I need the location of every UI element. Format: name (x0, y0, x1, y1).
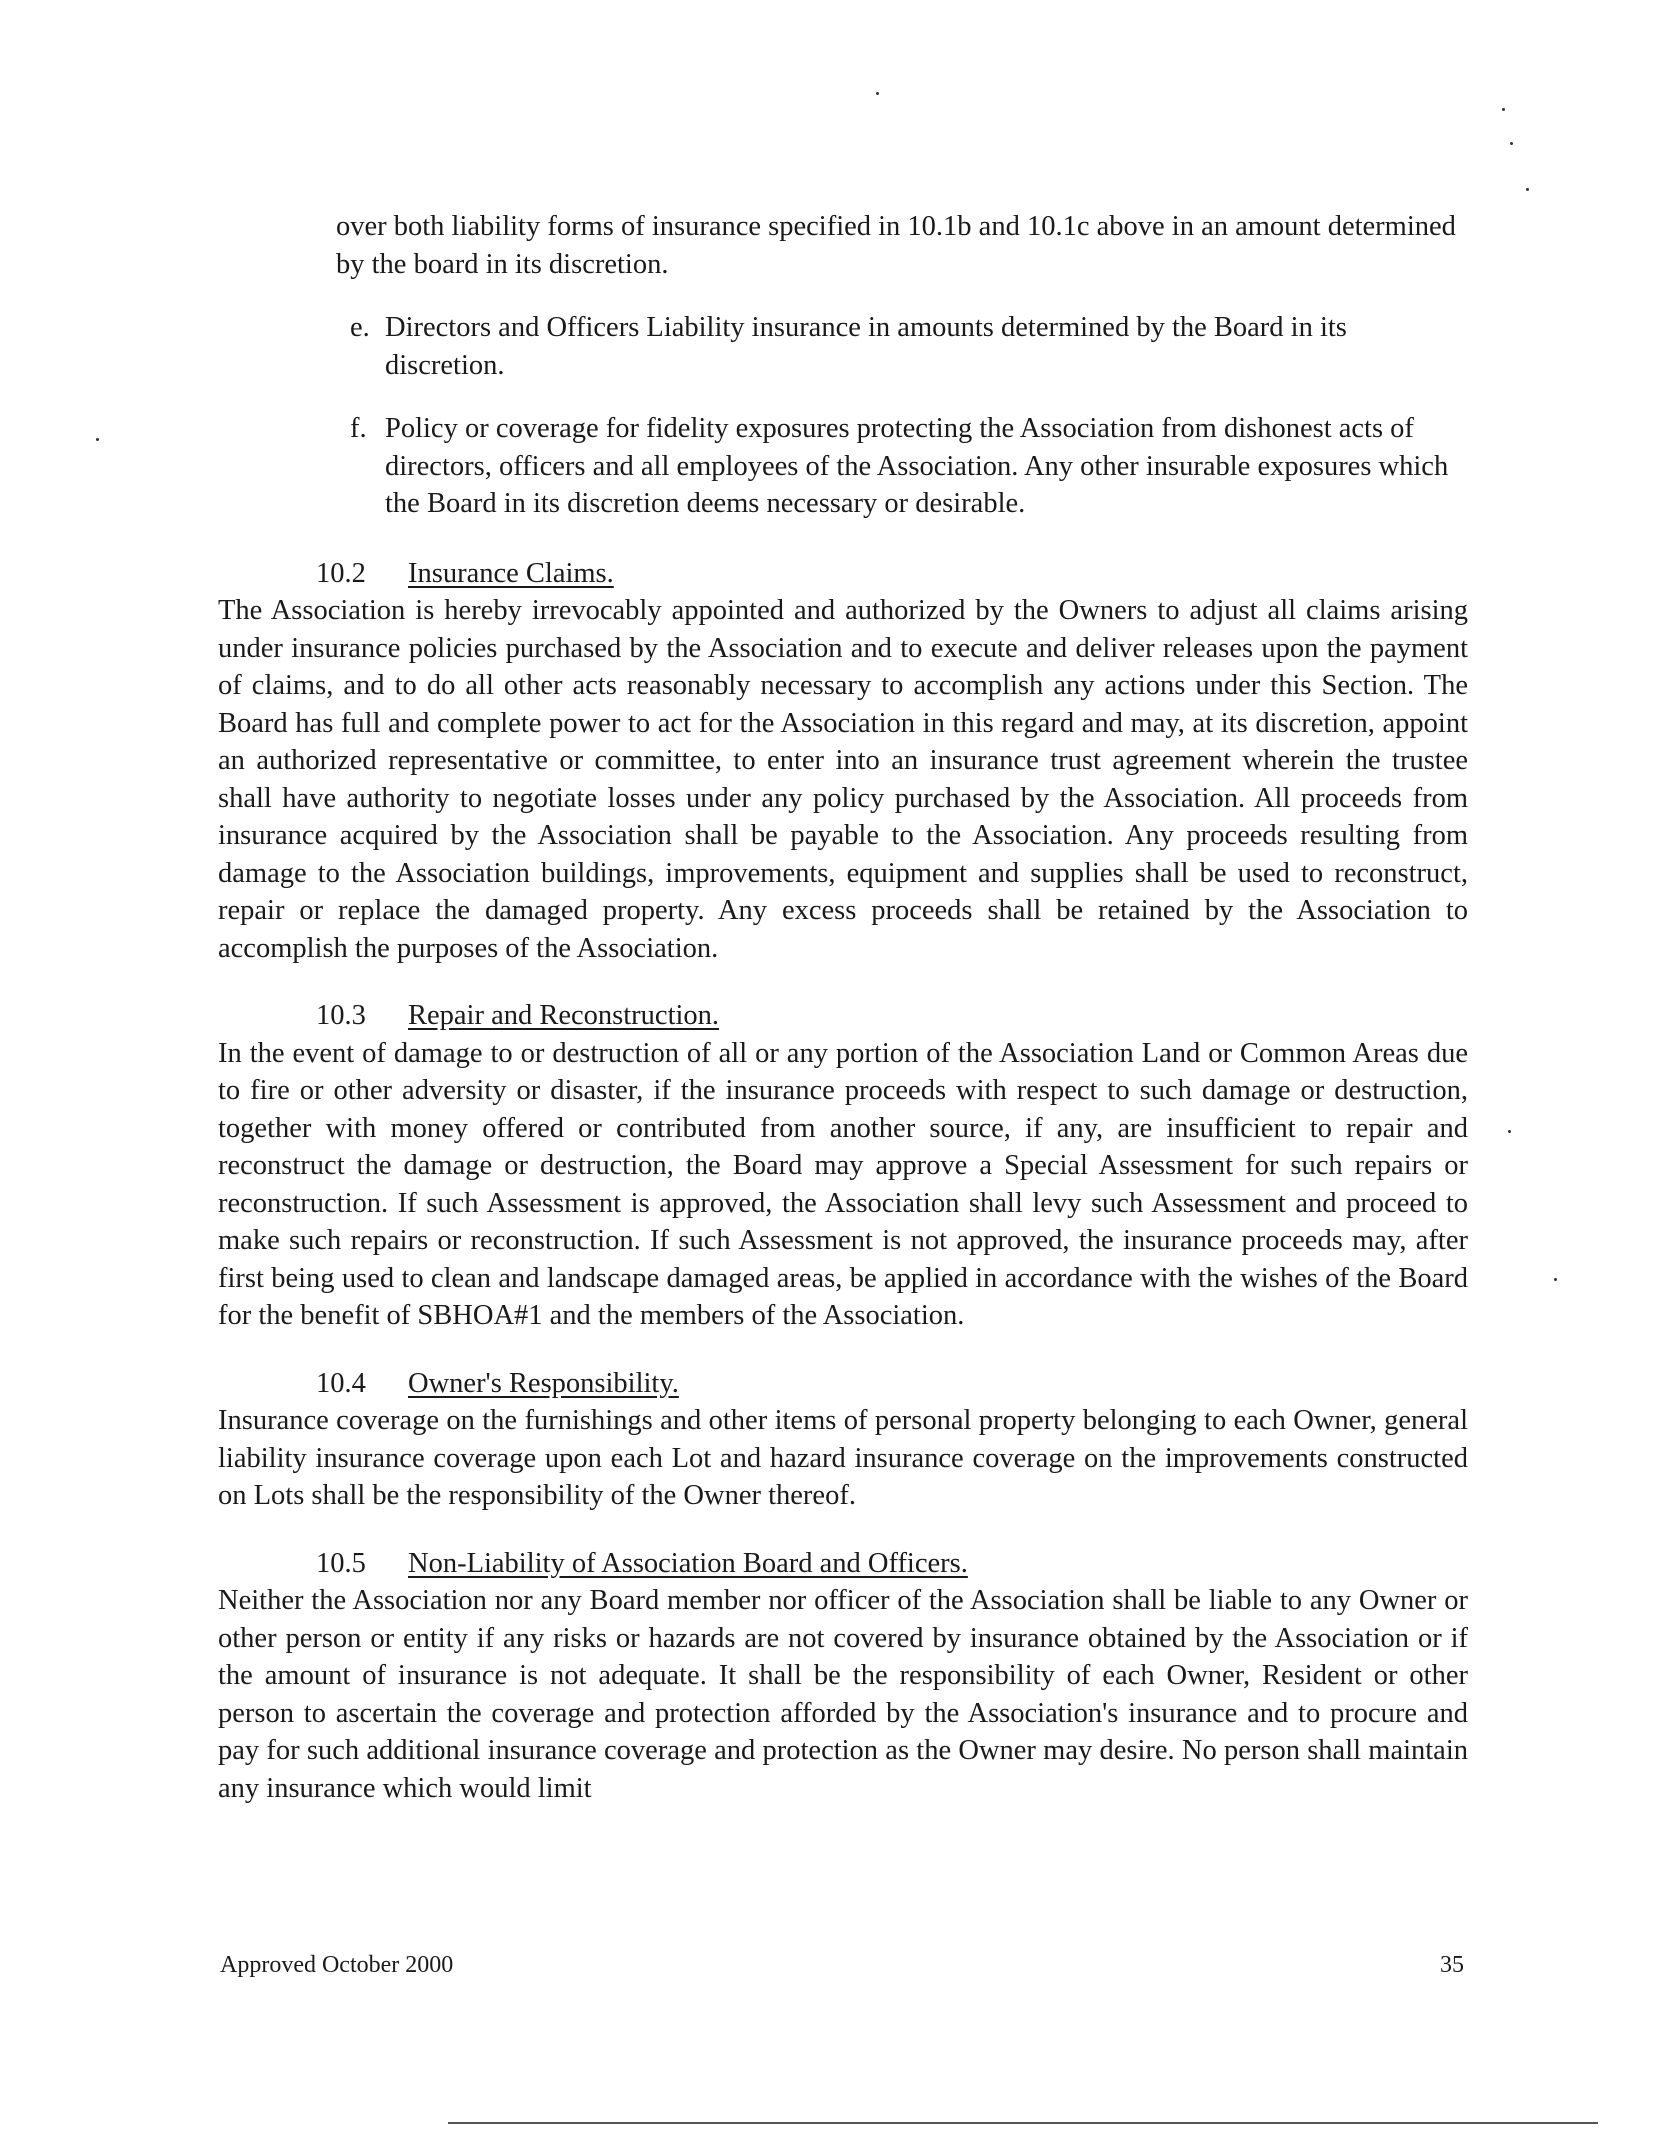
section-10-4 (218, 1365, 1468, 1515)
scan-speck (1510, 142, 1513, 145)
section-number: 10.3 (316, 1000, 366, 1031)
section-body: Neither the Association nor any Board member nor officer of the Association shall be liable to any Owner or other person or entity if any risks or hazards are not covered by insurance obtained by the Association or if the amount of insurance is not adequate. It shall be the responsibility of each Owner, Resident or other person to ascertain the coverage and protection afforded by the Association's insurance and to procure and pay for such additional insurance coverage and protection as the Owner may desire. No person shall maintain any insurance which would limit (218, 1585, 1468, 1804)
scan-speck (1502, 108, 1505, 111)
section-heading (316, 1365, 1468, 1403)
footer-approval-date: Approved October 2000 (220, 1952, 454, 1978)
section-heading (316, 997, 1468, 1035)
list-item-letter: f. (350, 413, 367, 444)
list-item-text: Policy or coverage for fidelity exposures protecting the Association from dishonest acts of directors, officers and all employees of the Association. Any other insurable exposures which the Board in its discretion deems necessary or desirable. (385, 413, 1449, 519)
scan-speck (1526, 188, 1529, 191)
section-10-2 (218, 555, 1468, 968)
section-title: Non-Liability of Association Board and Officers. (408, 1547, 968, 1579)
section-body: Insurance coverage on the furnishings and other items of personal property belonging to each Owner, general liability insurance coverage upon each Lot and hazard insurance coverage on the improvements constructed on Lots shall be the responsibility of the Owner thereof. (218, 1405, 1468, 1511)
section-number: 10.5 (316, 1547, 366, 1579)
scan-speck (876, 92, 879, 95)
document-page (218, 208, 1468, 1837)
list-item-text: Directors and Officers Liability insurance in amounts determined by the Board in its discretion. (385, 312, 1347, 381)
section-10-3 (218, 997, 1468, 1335)
section-number: 10.2 (316, 557, 366, 589)
scan-speck (96, 438, 99, 441)
list-item-f (350, 410, 1468, 523)
section-heading (316, 555, 1468, 593)
section-title: Owner's Responsibility. (408, 1367, 679, 1399)
section-title: Insurance Claims. (408, 557, 614, 589)
section-heading (316, 1545, 1468, 1583)
scan-speck (1508, 1130, 1511, 1133)
list-item-letter: e. (350, 312, 370, 343)
section-body: The Association is hereby irrevocably appointed and authorized by the Owners to adjust all claims arising under insurance policies purchased by the Association and to execute and deliver releases upon the payment of claims, and to do all other acts reasonably necessary to accomplish any actions under this Section. The Board has full and complete power to act for the Association in this regard and may, at its discretion, appoint an authorized representative or committee, to enter into an insurance trust agreement wherein the trustee shall have authority to negotiate losses under any policy purchased by the Association. All proceeds from insurance acquired by the Association shall be payable to the Association. Any proceeds resulting from damage to the Association buildings, improvements, equipment and supplies shall be used to reconstruct, repair or replace the damaged property. Any excess proceeds shall be retained by the Association to accomplish the purposes of the Association. (218, 595, 1468, 964)
continuation-paragraph: over both liability forms of insurance specified in 10.1b and 10.1c above in an amount determined by the board in its discretion. (336, 211, 1456, 280)
section-body: In the event of damage to or destruction of all or any portion of the Association Land or Common Areas due to fire or other adversity or disaster, if the insurance proceeds with respect to such damage or destruction, together with money offered or contributed from another source, if any, are insufficient to repair and reconstruct the damage or destruction, the Board may approve a Special Assessment for such repairs or reconstruction. If such Assessment is approved, the Association shall levy such Assessment and proceed to make such repairs or reconstruction. If such Assessment is not approved, the insurance proceeds may, after first being used to clean and landscape damaged areas, be applied in accordance with the wishes of the Board for the benefit of SBHOA#1 and the members of the Association. (218, 1037, 1468, 1331)
section-number: 10.4 (316, 1367, 366, 1399)
footer-page-number: 35 (1440, 1952, 1464, 1978)
list-item-e (350, 309, 1468, 384)
scan-speck (1554, 1278, 1557, 1281)
scan-edge-line (448, 2122, 1598, 2124)
section-10-5 (218, 1545, 1468, 1808)
section-title: Repair and Reconstruction. (408, 1000, 720, 1031)
